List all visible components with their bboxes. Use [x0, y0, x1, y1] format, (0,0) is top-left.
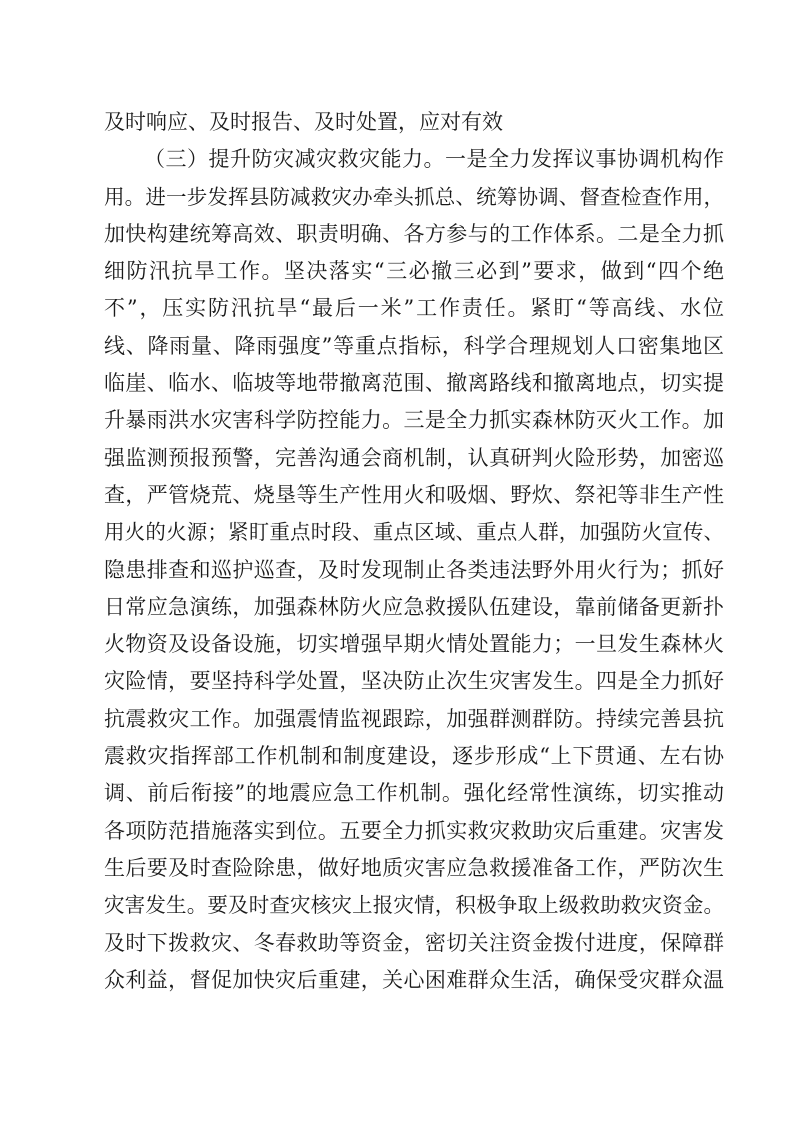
- text-line: 及时下拨救灾、冬春救助等资金，密切关注资金拨付进度，保障群: [104, 930, 724, 955]
- text-line: 各项防范措施落实到位。五要全力抓实救灾救助灾后重建。灾害发: [104, 818, 724, 843]
- text-line: 线、降雨量、降雨强度”等重点指标，科学合理规划人口密集地区: [104, 333, 724, 358]
- text-line: 临崖、临水、临坡等地带撤离范围、撤离路线和撤离地点，切实提: [104, 371, 724, 396]
- text-line: 调、前后衔接”的地震应急工作机制。强化经常性演练，切实推动: [104, 781, 724, 806]
- text-line: 震救灾指挥部工作机制和制度建设，逐步形成“上下贯通、左右协: [104, 744, 724, 769]
- text-line: 加快构建统筹高效、职责明确、各方参与的工作体系。二是全力抓: [104, 221, 724, 246]
- text-line: 细防汛抗旱工作。坚决落实“三必撤三必到”要求，做到“四个绝: [104, 259, 724, 284]
- text-line: 隐患排查和巡护巡查，及时发现制止各类违法野外用火行为；抓好: [104, 557, 724, 582]
- text-line: 用火的火源；紧盯重点时段、重点区域、重点人群，加强防火宣传、: [104, 520, 724, 545]
- text-line: 及时响应、及时报告、及时处置，应对有效: [104, 110, 503, 134]
- text-line: 查，严管烧荒、烧垦等生产性用火和吸烟、野炊、祭祀等非生产性: [104, 482, 724, 507]
- text-line: 日常应急演练，加强森林防火应急救援队伍建设，靠前储备更新扑: [104, 594, 724, 619]
- text-line: 众利益，督促加快灾后重建，关心困难群众生活，确保受灾群众温: [104, 967, 724, 992]
- text-line: 抗震救灾工作。加强震情监视跟踪，加强群测群防。持续完善县抗: [104, 706, 724, 731]
- text-line: 用。进一步发挥县防减救灾办牵头抓总、统筹协调、督查检查作用，: [104, 184, 724, 209]
- text-line: 不”，压实防汛抗旱“最后一米”工作责任。紧盯“等高线、水位: [104, 296, 724, 321]
- text-line: 升暴雨洪水灾害科学防控能力。三是全力抓实森林防灭火工作。加: [104, 408, 724, 433]
- text-line: 灾害发生。要及时查灾核灾上报灾情，积极争取上级救助救灾资金。: [104, 893, 724, 918]
- text-line: 火物资及设备设施，切实增强早期火情处置能力；一旦发生森林火: [104, 632, 724, 657]
- text-line: 强监测预报预警，完善沟通会商机制，认真研判火险形势，加密巡: [104, 445, 724, 470]
- body-text: [104, 104, 724, 999]
- text-line: 灾险情，要坚持科学处置，坚决防止次生灾害发生。四是全力抓好: [104, 669, 724, 694]
- section-heading-line: （三）提升防灾减灾救灾能力。一是全力发挥议事协调机构作: [144, 147, 724, 172]
- text-line: 生后要及时查险除患，做好地质灾害应急救援准备工作，严防次生: [104, 855, 724, 880]
